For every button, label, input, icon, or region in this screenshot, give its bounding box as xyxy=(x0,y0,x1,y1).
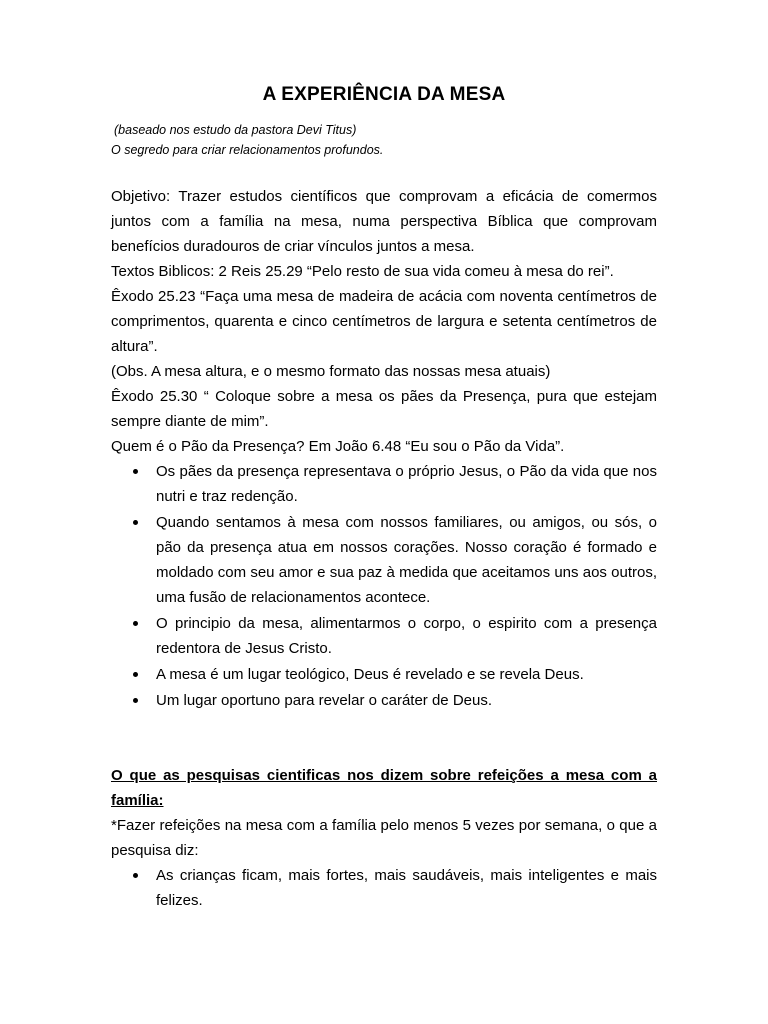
paragraph-texts: Textos Biblicos: 2 Reis 25.29 “Pelo resto de sua vida comeu à mesa do rei”. xyxy=(111,263,614,280)
list-item: A mesa é um lugar teológico, Deus é revelado e se revela Deus. xyxy=(111,662,657,687)
list-item: Um lugar oportuno para revelar o caráter de Deus. xyxy=(111,688,657,713)
document-title: A EXPERIÊNCIA DA MESA xyxy=(262,84,506,105)
paragraph-exodus-2523: Êxodo 25.23 “Faça uma mesa de madeira de acácia com noventa centímetros de comprimentos, quarenta e cinco centímetros de largura e setenta centímetros de altura”. xyxy=(111,288,657,355)
bullet-icon xyxy=(133,520,138,525)
paragraph-objective: Objetivo: Trazer estudos científicos que comprovam a eficácia de comermos juntos com a família na mesa, numa perspectiva Bíblica que comprovam benefícios duradouros de criar vínculos juntos a mesa. xyxy=(111,188,657,255)
bullet-icon xyxy=(133,621,138,626)
paragraph-exodus-2530: Êxodo 25.30 “ Coloque sobre a mesa os pães da Presença, pura que estejam sempre diante de mim”. xyxy=(111,388,657,430)
list-item: As crianças ficam, mais fortes, mais saudáveis, mais inteligentes e mais felizes. xyxy=(111,863,657,913)
bullet-icon xyxy=(133,469,138,474)
paragraph-question: Quem é o Pão da Presença? Em João 6.48 “Eu sou o Pão da Vida”. xyxy=(111,438,565,455)
list-item: Os pães da presença representava o próprio Jesus, o Pão da vida que nos nutri e traz redenção. xyxy=(111,459,657,509)
bullet-icon xyxy=(133,672,138,677)
document-body xyxy=(111,84,657,914)
list-item: O principio da mesa, alimentarmos o corpo, o espirito com a presença redentora de Jesus Cristo. xyxy=(111,611,657,661)
list-item: Quando sentamos à mesa com nossos familiares, ou amigos, ou sós, o pão da presença atua em nossos corações. Nosso coração é formado e moldado com seu amor e sua paz à medida que aceitamos uns aos outros, uma fusão de relacionamentos acontece. xyxy=(111,510,657,610)
tagline: O segredo para criar relacionamentos profundos. xyxy=(111,143,384,157)
paragraph-observation: (Obs. A mesa altura, e o mesmo formato das nossas mesa atuais) xyxy=(111,363,551,380)
section-intro: *Fazer refeições na mesa com a família pelo menos 5 vezes por semana, o que a pesquisa diz: xyxy=(111,817,657,859)
section-heading: O que as pesquisas cientificas nos dizem sobre refeições a mesa com a família: xyxy=(111,767,657,809)
bullet-list xyxy=(111,459,657,713)
section-bullet-list xyxy=(111,863,657,913)
subtitle: (baseado nos estudo da pastora Devi Titus) xyxy=(114,123,357,137)
bullet-icon xyxy=(133,873,138,878)
bullet-icon xyxy=(133,698,138,703)
